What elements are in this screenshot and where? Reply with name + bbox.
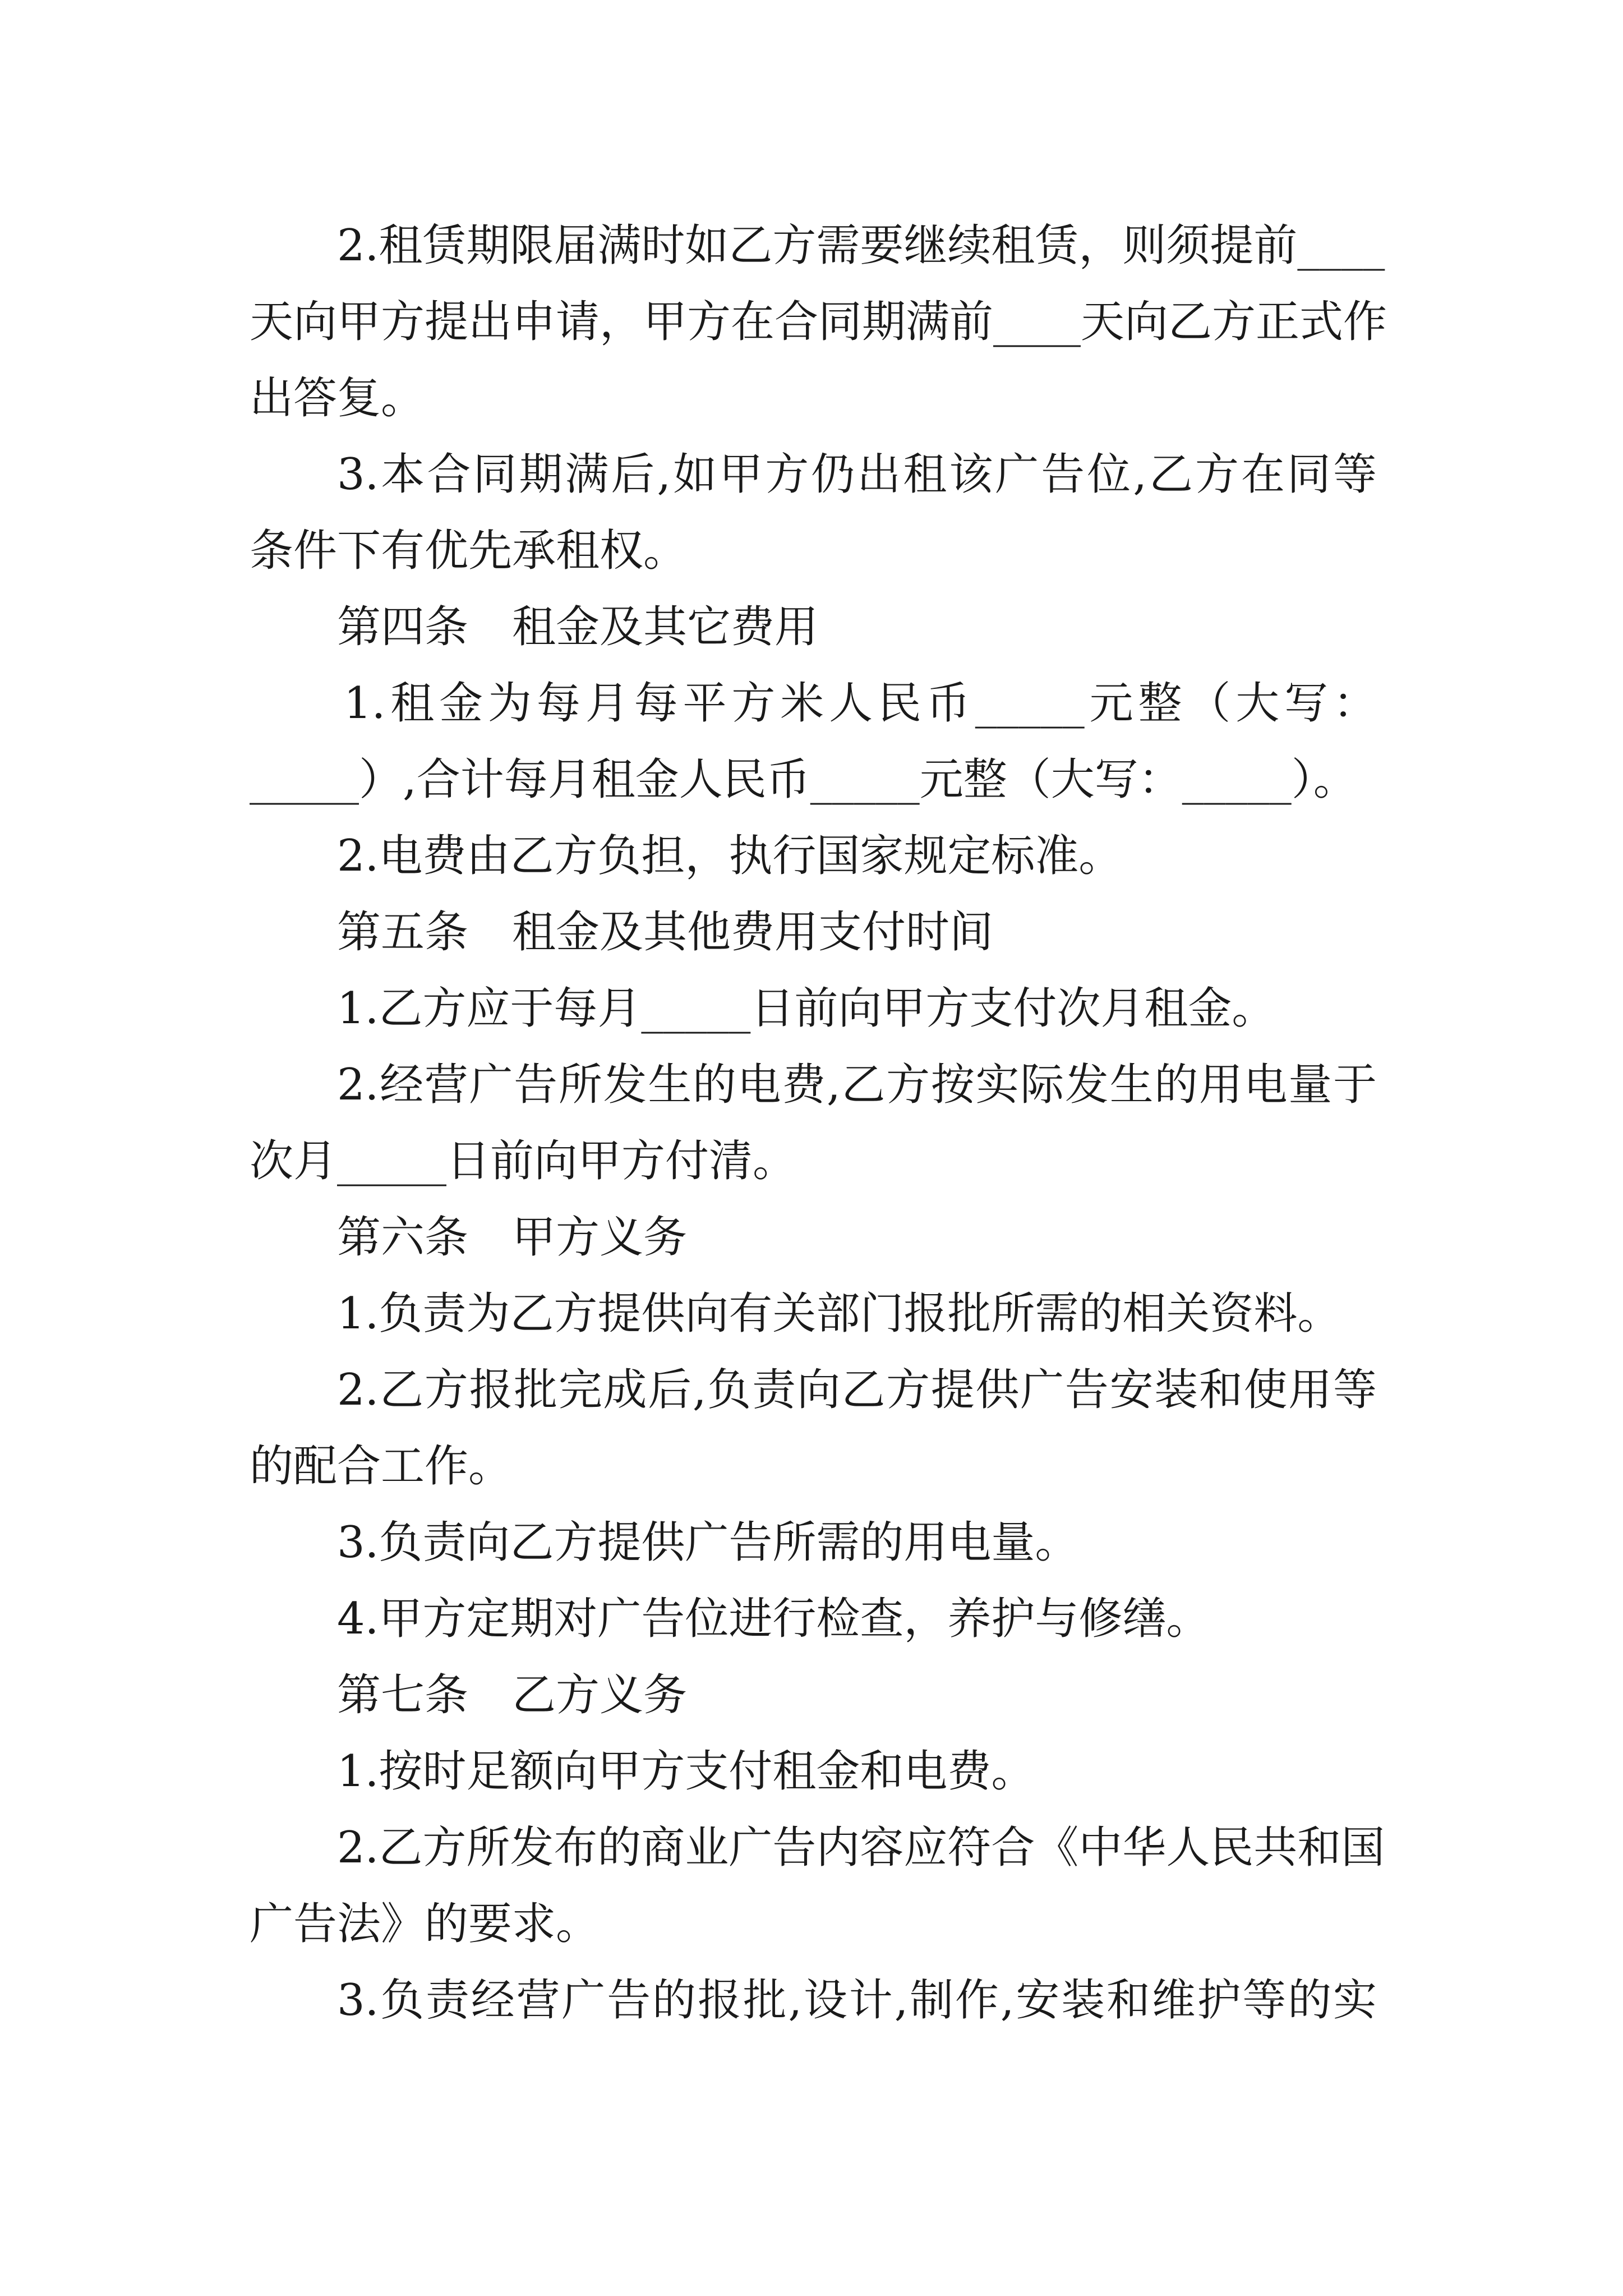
clause-3-3-line-1: 3.本合同期满后,如甲方仍出租该广告位,乙方在同等 <box>337 449 1377 500</box>
clause-5-2-line-1: 2.经营广告所发生的电费,乙方按实际发生的用电量于 <box>337 1060 1377 1110</box>
clause-6-3: 3.负责向乙方提供广告所需的用电量。 <box>337 1517 1079 1568</box>
article-7-heading: 第七条 乙方义务 <box>337 1670 688 1720</box>
article-6-heading: 第六条 甲方义务 <box>337 1212 688 1263</box>
clause-4-1-line-1: 1.租金为每月每平方米人民币_____元整（大写： <box>344 678 1377 729</box>
clause-6-2-line-2: 的配合工作。 <box>250 1441 513 1492</box>
clause-3-3-line-2: 条件下有优先承租权。 <box>250 526 688 576</box>
article-4-heading: 第四条 租金及其它费用 <box>337 602 819 652</box>
document-page <box>250 208 1387 2039</box>
article-5-heading: 第五条 租金及其他费用支付时间 <box>337 907 994 958</box>
clause-7-2-line-1: 2.乙方所发布的商业广告内容应符合《中华人民共和国 <box>337 1823 1385 1873</box>
clause-4-1-line-2: _____）,合计每月租金人民币_____元整（大写：_____）。 <box>250 754 1357 805</box>
clause-7-3-line-1: 3.负责经营广告的报批,设计,制作,安装和维护等的实 <box>337 1975 1377 2026</box>
clause-3-2-line-3: 出答复。 <box>250 373 425 424</box>
clause-5-1: 1.乙方应于每月_____日前向甲方支付次月租金。 <box>337 983 1276 1034</box>
clause-7-1: 1.按时足额向甲方支付租金和电费。 <box>337 1746 1035 1797</box>
clause-3-2-line-1: 2.租赁期限届满时如乙方需要继续租赁，则须提前____ <box>337 220 1385 271</box>
clause-5-2-line-2: 次月_____日前向甲方付清。 <box>250 1136 797 1186</box>
clause-3-2-line-2: 天向甲方提出申请，甲方在合同期满前____天向乙方正式作 <box>250 297 1387 347</box>
clause-6-4: 4.甲方定期对广告位进行检查，养护与修缮。 <box>337 1594 1210 1644</box>
clause-6-2-line-1: 2.乙方报批完成后,负责向乙方提供广告安装和使用等 <box>337 1365 1377 1415</box>
clause-6-1: 1.负责为乙方提供向有关部门报批所需的相关资料。 <box>337 1289 1341 1339</box>
clause-7-2-line-2: 广告法》的要求。 <box>250 1899 600 1949</box>
clause-4-2: 2.电费由乙方负担，执行国家规定标准。 <box>337 831 1123 881</box>
